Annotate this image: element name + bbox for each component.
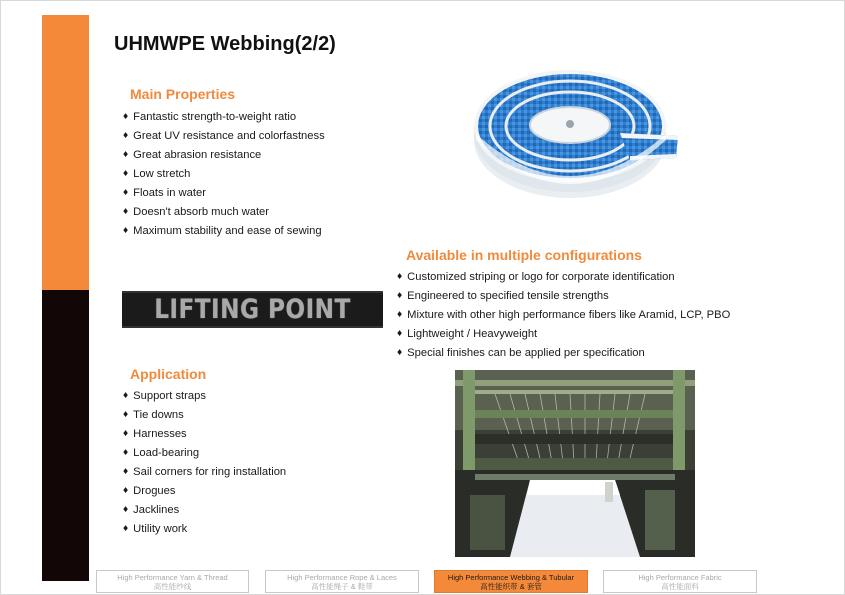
nav-tab-yarn-thread[interactable] <box>96 570 249 593</box>
list-item: ♦ Support straps <box>122 387 286 406</box>
nav-tab-rope-laces[interactable] <box>265 570 419 593</box>
nav-tab-webbing-tubular[interactable] <box>434 570 588 593</box>
list-item: ♦ Great UV resistance and colorfastness <box>122 127 325 146</box>
nav-tab-label-zh: 高性能纱线 <box>153 582 192 591</box>
nav-tab-label-zh: 高性能织带 & 套管 <box>480 582 542 591</box>
lifting-point-strap-image <box>122 291 383 328</box>
nav-tab-label-zh: 高性能面料 <box>661 582 699 591</box>
list-item: ♦ Engineered to specified tensile strengths <box>396 287 730 306</box>
page-title: UHMWPE Webbing(2/2) <box>114 33 336 55</box>
list-item: ♦ Lightweight / Heavyweight <box>396 325 730 344</box>
list-item: ♦ Harnesses <box>122 425 286 444</box>
list-item: ♦ Tie downs <box>122 406 286 425</box>
application-list <box>122 387 286 539</box>
weaving-loom-photo <box>455 370 695 557</box>
strap-logo-text: LIFTING POINT <box>154 294 351 325</box>
configurations-list <box>396 268 730 363</box>
nav-tab-fabric[interactable] <box>603 570 757 593</box>
nav-tab-label-zh: 高性能绳子 & 鞋带 <box>311 582 373 591</box>
nav-tab-label: High Performance Fabric <box>638 573 722 582</box>
list-item: ♦ Sail corners for ring installation <box>122 463 286 482</box>
webbing-roll-image <box>470 68 685 203</box>
list-item: ♦ Maximum stability and ease of sewing <box>122 222 325 241</box>
list-item: ♦ Jacklines <box>122 501 286 520</box>
list-item: ♦ Load-bearing <box>122 444 286 463</box>
list-item: ♦ Low stretch <box>122 165 325 184</box>
nav-tab-label: High Performance Rope & Laces <box>287 573 397 582</box>
list-item: ♦ Utility work <box>122 520 286 539</box>
main-properties-heading: Main Properties <box>130 86 236 102</box>
list-item: ♦ Mixture with other high performance fibers like Aramid, LCP, PBO <box>396 306 730 325</box>
list-item: ♦ Customized striping or logo for corporate identification <box>396 268 730 287</box>
list-item: ♦ Doesn't absorb much water <box>122 203 325 222</box>
nav-tab-label: High Performance Webbing & Tubular <box>447 573 575 582</box>
application-heading: Application <box>130 366 207 382</box>
list-item: ♦ Great abrasion resistance <box>122 146 325 165</box>
nav-tab-label: High Performance Yarn & Thread <box>117 573 228 582</box>
configurations-heading: Available in multiple configurations <box>406 247 642 263</box>
main-properties-list <box>122 108 325 241</box>
dark-side-bar <box>42 290 89 581</box>
list-item: ♦ Floats in water <box>122 184 325 203</box>
orange-side-bar <box>42 15 89 290</box>
list-item: ♦ Fantastic strength-to-weight ratio <box>122 108 325 127</box>
list-item: ♦ Drogues <box>122 482 286 501</box>
list-item: ♦ Special finishes can be applied per specification <box>396 344 730 363</box>
